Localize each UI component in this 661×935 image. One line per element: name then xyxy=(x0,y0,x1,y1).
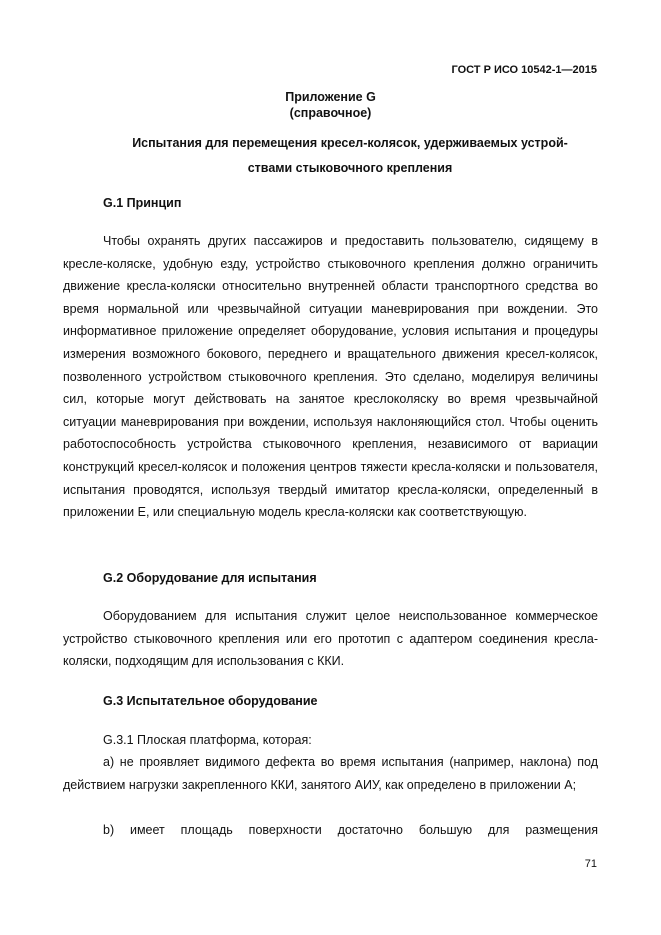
section-g3-item-b: b) имеет площадь поверхности достаточно большую для размещения xyxy=(103,823,598,837)
section-g2-heading: G.2 Оборудование для испытания xyxy=(103,571,317,585)
page-number: 71 xyxy=(584,858,597,870)
appendix-title xyxy=(100,131,600,181)
section-g2-text: Оборудованием для испытания служит целое неиспользованное коммерческое устройство стыковочного крепления или его прототип с адаптером соединения кресла-коляски, подходящим для использования с ККИ. xyxy=(63,609,598,669)
section-g3-heading: G.3 Испытательное оборудование xyxy=(103,694,318,708)
appendix-type: (справочное) xyxy=(289,106,372,120)
section-g3-item-1: G.3.1 Плоская платформа, которая: xyxy=(103,733,312,747)
appendix-title-line-1: Испытания для перемещения кресел-колясок, удерживаемых устрой- xyxy=(132,136,568,150)
appendix-heading xyxy=(0,89,661,121)
appendix-title-line-2: ствами стыковочного крепления xyxy=(247,161,453,175)
section-g3-item-a: a) не проявляет видимого дефекта во время испытания (например, наклона) под действием нагрузки закрепленного ККИ, занятого АИУ, как определено в приложении А; xyxy=(63,755,598,792)
section-g1-text: Чтобы охранять других пассажиров и предоставить пользователю, сидящему в кресле-коляске, удобную езду, устройство стыковочного крепления должно ограничить движение кресла-коляски относительно внутренней области транспортного средства во время нормальной или чрезвычайной ситуации маневрирования при вождении. Это информативное приложение определяет оборудование, условия испытания и процедуры измерения возможного бокового, переднего и вращательного движения кресел-колясок, позволенного устройством стыковочного крепления. Это сделано, моделируя величины сил, которые могут действовать на занятое креслоколяску во время чрезвычайной ситуации маневрирования при вождении, используя наклоняющийся стол. Чтобы оценить работоспособность устройства стыковочного крепления, независимого от вариации конструкций кресел-колясок и положения центров тяжести кресла-коляски и пользователя, испытания проводятся, используя твердый имитатор кресла-коляски, определенный в приложении Е, или специальную модель кресла-коляски как соответствующую. xyxy=(63,234,598,520)
appendix-label: Приложение G xyxy=(285,90,376,104)
document-code: ГОСТ Р ИСО 10542-1—2015 xyxy=(451,64,597,76)
section-g1-heading: G.1 Принцип xyxy=(103,196,182,210)
